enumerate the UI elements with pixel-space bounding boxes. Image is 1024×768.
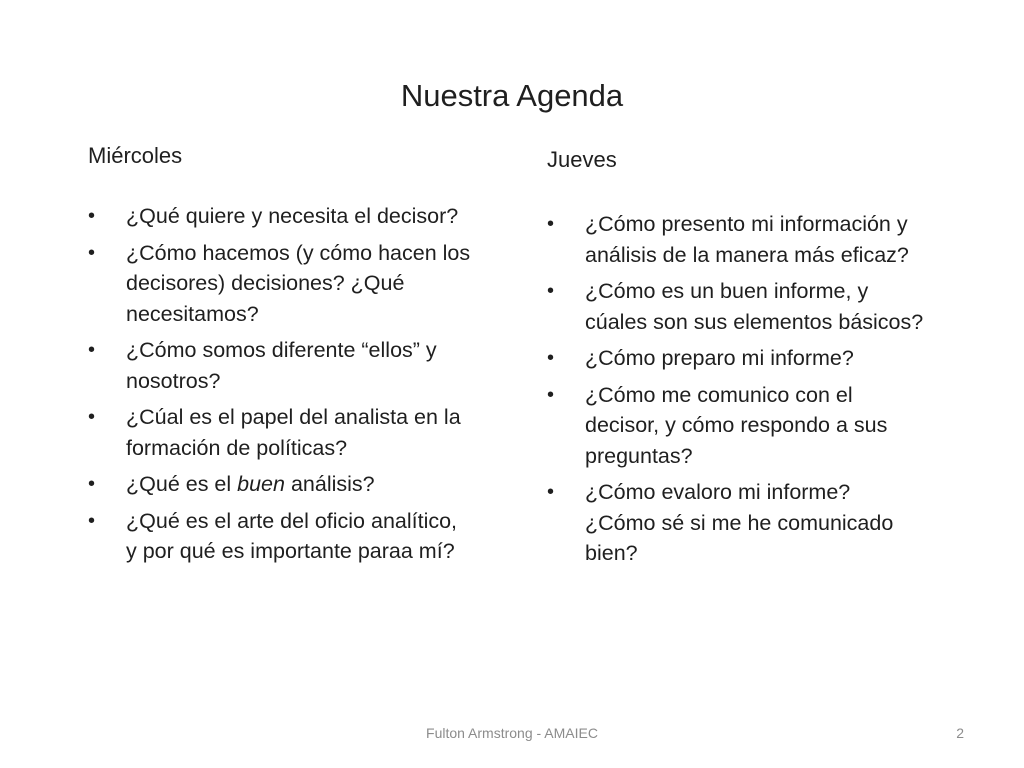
bullet-icon: •	[547, 481, 555, 503]
list-item-text: ¿Qué quiere y necesita el decisor?	[126, 204, 459, 228]
list-item	[88, 506, 471, 567]
page-number: 2	[956, 725, 964, 741]
list-item-text: ¿Cómo evaloro mi informe? ¿Cómo sé si me he comunicado bien?	[585, 480, 894, 565]
list-item-text: ¿Cómo presento mi información y análisis de la manera más eficaz?	[585, 212, 909, 267]
list-item-text: ¿Cómo somos diferente “ellos” y nosotros?	[126, 338, 437, 393]
list-item-text: ¿Cómo hacemos (y cómo hacen los decisores) decisiones? ¿Qué necesitamos?	[126, 240, 471, 326]
column-heading-thursday: Jueves	[547, 147, 617, 172]
list-item-text-after: análisis?	[284, 472, 375, 496]
list-item	[547, 276, 925, 337]
bullet-icon: •	[88, 241, 96, 264]
bullet-list-wednesday	[88, 201, 488, 567]
bullet-icon: •	[547, 383, 555, 406]
list-item	[88, 335, 471, 396]
footer-text: Fulton Armstrong - AMAIEC	[426, 725, 598, 741]
list-item	[547, 380, 925, 472]
bullet-list-thursday	[547, 209, 947, 569]
list-item-text-before: ¿Qué es el	[126, 472, 238, 496]
bullet-icon: •	[88, 473, 96, 495]
list-item-text: ¿Cúal es el papel del analista en la formación de políticas?	[126, 405, 461, 460]
list-item-text	[126, 472, 375, 496]
list-item-emphasis: buen	[237, 472, 285, 496]
list-item-text: ¿Cómo me comunico con el decisor, y cómo respondo a sus preguntas?	[585, 382, 888, 468]
list-item	[88, 469, 471, 500]
bullet-icon: •	[88, 406, 96, 428]
bullet-icon: •	[88, 205, 96, 227]
slide-title: Nuestra Agenda	[400, 78, 624, 113]
bullet-icon: •	[547, 347, 555, 369]
list-item	[547, 477, 925, 569]
list-item	[88, 238, 471, 330]
bullet-icon: •	[547, 213, 555, 235]
list-item-text: ¿Qué es el arte del oficio analítico, y por qué es importante paraa mí?	[126, 508, 458, 563]
list-item	[547, 343, 925, 374]
list-item-text: ¿Cómo preparo mi informe?	[585, 346, 854, 370]
column-wednesday	[88, 141, 488, 573]
list-item	[88, 201, 471, 232]
column-thursday	[547, 145, 947, 575]
bullet-icon: •	[547, 280, 555, 302]
list-item-text: ¿Cómo es un buen informe, y cúales son sus elementos básicos?	[585, 279, 924, 334]
list-item	[88, 402, 471, 463]
list-item	[547, 209, 925, 270]
column-heading-wednesday: Miércoles	[88, 143, 183, 168]
bullet-icon: •	[88, 339, 96, 361]
bullet-icon: •	[88, 509, 96, 532]
